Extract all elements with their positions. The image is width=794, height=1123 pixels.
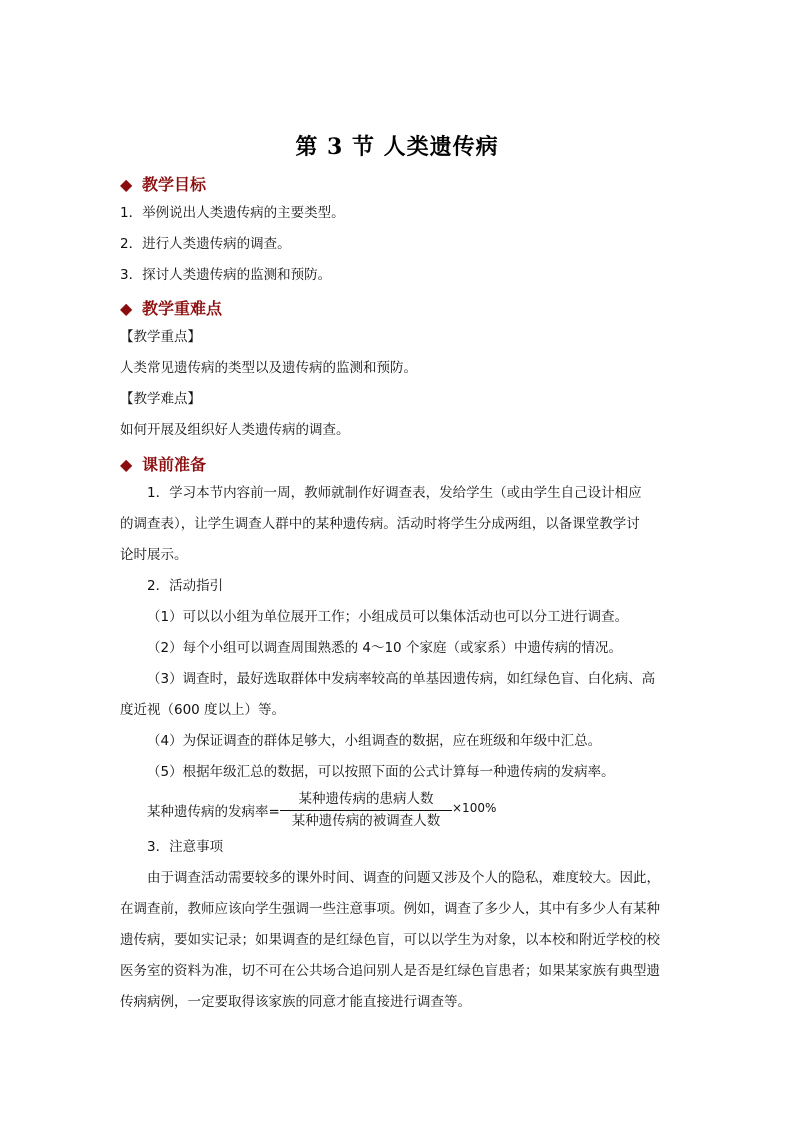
activity-item: （4）为保证调查的群体足够大，小组调查的数据，应在班级和年级中汇总。	[147, 733, 602, 749]
subsection-title: 2．活动指引	[147, 578, 224, 594]
paragraph-line: 由于调查活动需要较多的课外时间、调查的问题又涉及个人的隐私，难度较大。因此，	[147, 870, 660, 886]
diamond-icon: ◆	[120, 175, 133, 194]
subsection-title: 3．注意事项	[147, 839, 224, 855]
difficulty-text: 如何开展及组织好人类遗传病的调查。	[120, 422, 350, 438]
focus-label: 【教学重点】	[120, 329, 201, 345]
paragraph-line: 传病病例，一定要取得该家族的同意才能直接进行调查等。	[120, 994, 471, 1010]
paragraph-line: 遗传病，要如实记录；如果调查的是红绿色盲，可以以学生为对象，以本校和附近学校的校	[120, 932, 660, 948]
heading-text: 课前准备	[142, 455, 207, 474]
paragraph-line: 1．学习本节内容前一周，教师就制作好调查表，发给学生（或由学生自己设计相应	[147, 485, 642, 501]
goal-item: 3．探讨人类遗传病的监测和预防。	[120, 267, 332, 283]
paragraph-line: 的调查表），让学生调查人群中的某种遗传病。活动时将学生分成两组，以备课堂教学讨	[120, 516, 640, 532]
goal-item: 2．进行人类遗传病的调查。	[120, 236, 291, 252]
formula-lhs: 某种遗传病的发病率=	[147, 804, 280, 820]
diamond-icon: ◆	[120, 455, 133, 474]
formula-denominator: 某种遗传病的被调查人数	[291, 813, 441, 829]
difficulty-label: 【教学难点】	[120, 391, 201, 407]
diamond-icon: ◆	[120, 299, 133, 318]
paragraph-line: 在调查前，教师应该向学生强调一些注意事项。例如，调查了多少人，其中有多少人有某种	[120, 901, 660, 917]
activity-item: （2）每个小组可以调查周围熟悉的 4～10 个家庭（或家系）中遗传病的情况。	[147, 640, 622, 656]
activity-item: （5）根据年级汇总的数据，可以按照下面的公式计算每一种遗传病的发病率。	[147, 764, 615, 780]
paragraph-line: 医务室的资料为准，切不可在公共场合追问别人是否是红绿色盲患者；如果某家族有典型遗	[120, 963, 660, 979]
section-heading-prep	[120, 452, 206, 475]
goal-item: 1．举例说出人类遗传病的主要类型。	[120, 205, 345, 221]
formula-fraction	[280, 790, 452, 831]
paragraph-line: 论时展示。	[120, 547, 188, 563]
heading-text: 教学目标	[142, 175, 207, 194]
section-heading-key-points	[120, 296, 222, 319]
heading-text: 教学重难点	[142, 299, 223, 318]
page-title: 第 3 节 人类遗传病	[295, 134, 499, 160]
formula-numerator: 某种遗传病的患病人数	[298, 791, 434, 807]
activity-item: 度近视（600 度以上）等。	[120, 702, 286, 718]
formula-rhs: ×100%	[452, 801, 497, 815]
focus-text: 人类常见遗传病的类型以及遗传病的监测和预防。	[120, 360, 417, 376]
activity-item: （3）调查时，最好选取群体中发病率较高的单基因遗传病，如红绿色盲、白化病、高	[147, 671, 656, 687]
fraction-bar	[280, 810, 452, 811]
section-heading-goals	[120, 172, 206, 195]
activity-item: （1）可以以小组为单位展开工作；小组成员可以集体活动也可以分工进行调查。	[147, 609, 629, 625]
